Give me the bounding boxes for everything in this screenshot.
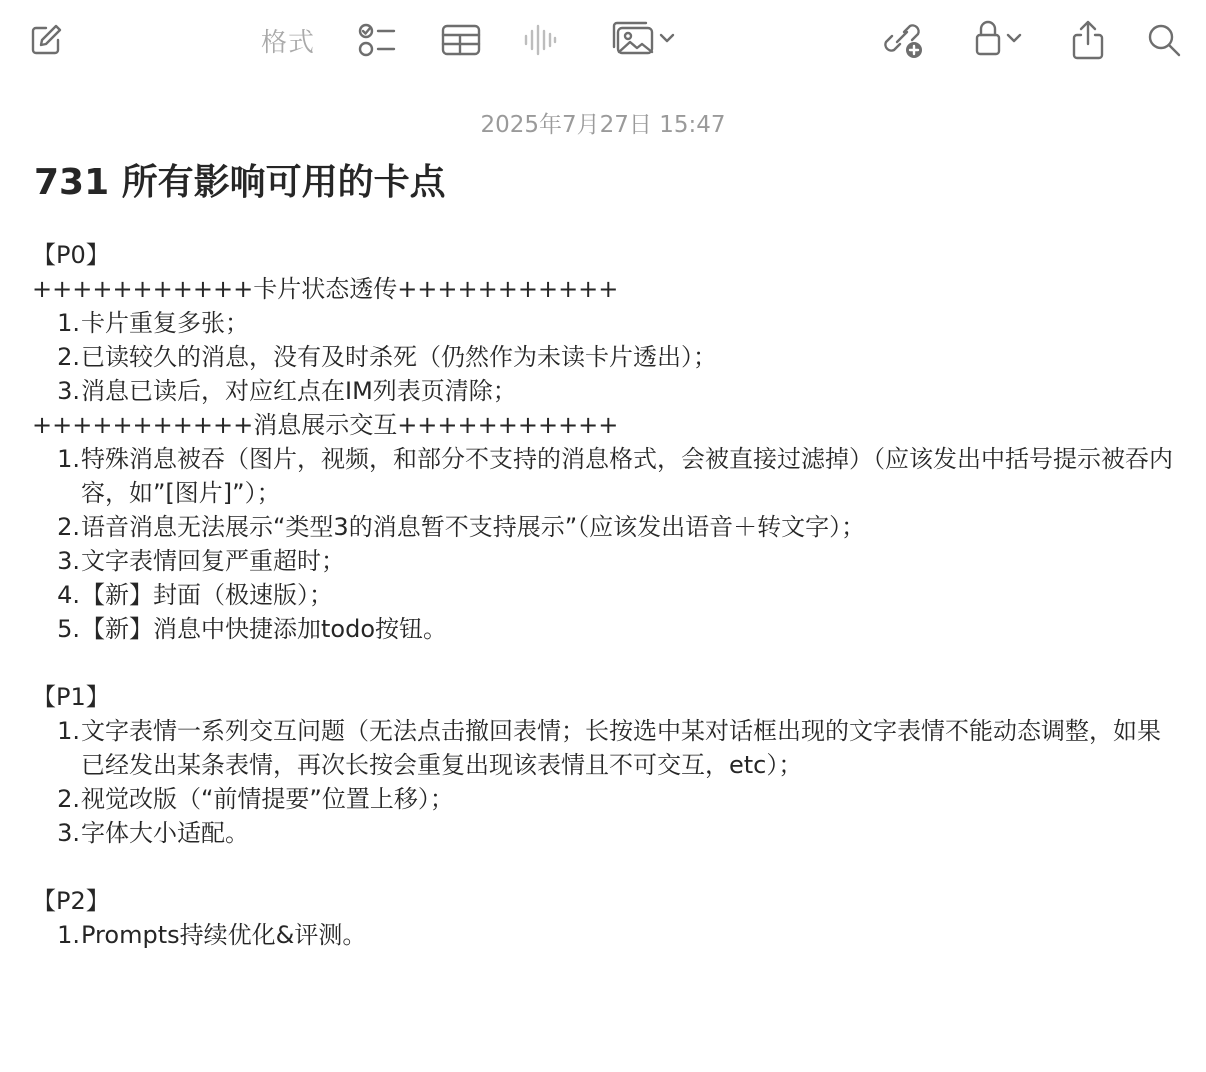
compose-icon[interactable] bbox=[24, 18, 68, 62]
chevron-down-icon bbox=[1003, 28, 1025, 52]
p0-header: 【P0】 bbox=[32, 241, 110, 269]
list-item bbox=[32, 442, 1182, 510]
note-date: 2025年7月27日 15:47 bbox=[480, 112, 726, 138]
list-item bbox=[32, 510, 1182, 544]
lock-icon bbox=[973, 18, 1003, 62]
list-text: 文字表情一系列交互问题（无法点击撤回表情；长按选中某对话框出现的文字表情不能动态调整，如果已经发出某条表情，再次长按会重复出现该表情且不可交互，etc）； bbox=[81, 717, 1161, 779]
list-text: 卡片重复多张； bbox=[81, 309, 249, 337]
checklist-icon[interactable] bbox=[354, 18, 400, 62]
list-number: 2. bbox=[57, 785, 80, 813]
list-number: 5. bbox=[57, 615, 80, 643]
section-divider: +++++++++++卡片状态透传+++++++++++ bbox=[32, 275, 619, 303]
section-divider: +++++++++++消息展示交互+++++++++++ bbox=[32, 411, 619, 439]
list-item bbox=[32, 306, 1182, 340]
list-number: 2. bbox=[57, 343, 80, 371]
list-item bbox=[32, 714, 1182, 782]
collaborate-icon[interactable] bbox=[880, 18, 928, 62]
list-text: 字体大小适配。 bbox=[81, 819, 249, 847]
list-number: 3. bbox=[57, 547, 80, 575]
list-number: 1. bbox=[57, 717, 80, 745]
lock-button[interactable] bbox=[964, 18, 1034, 62]
note-body[interactable] bbox=[32, 238, 1182, 952]
p1-header: 【P1】 bbox=[32, 683, 110, 711]
list-number: 3. bbox=[57, 377, 80, 405]
list-number: 1. bbox=[57, 445, 80, 473]
list-text: 消息已读后，对应红点在IM列表页清除； bbox=[81, 377, 517, 405]
list-text: 文字表情回复严重超时； bbox=[81, 547, 345, 575]
list-item bbox=[32, 918, 1182, 952]
list-number: 1. bbox=[57, 309, 80, 337]
list-item bbox=[32, 374, 1182, 408]
list-item bbox=[32, 612, 1182, 646]
blank-line bbox=[32, 646, 1182, 680]
search-icon[interactable] bbox=[1144, 18, 1184, 62]
format-button[interactable] bbox=[256, 18, 320, 62]
toolbar bbox=[0, 0, 1206, 80]
list-text: 视觉改版（“前情提要”位置上移）； bbox=[81, 785, 454, 813]
media-icon bbox=[610, 19, 656, 61]
p2-header: 【P2】 bbox=[32, 887, 110, 915]
list-text: 【新】封面（极速版）； bbox=[81, 581, 333, 609]
list-text: Prompts持续优化&评测。 bbox=[81, 921, 367, 949]
list-item bbox=[32, 340, 1182, 374]
list-text: 已读较久的消息，没有及时杀死（仍然作为未读卡片透出）； bbox=[81, 343, 717, 371]
note-title[interactable]: 731 所有影响可用的卡点 bbox=[34, 162, 446, 203]
list-number: 1. bbox=[57, 921, 80, 949]
media-button[interactable] bbox=[604, 18, 684, 62]
list-number: 2. bbox=[57, 513, 80, 541]
list-item bbox=[32, 544, 1182, 578]
blank-line bbox=[32, 850, 1182, 884]
list-number: 4. bbox=[57, 581, 80, 609]
list-text: 特殊消息被吞（图片，视频，和部分不支持的消息格式，会被直接过滤掉）（应该发出中括号提示被吞内容，如”[图片]”）； bbox=[81, 445, 1173, 507]
list-number: 3. bbox=[57, 819, 80, 847]
audio-icon[interactable] bbox=[520, 18, 560, 62]
list-item bbox=[32, 816, 1182, 850]
list-text: 【新】消息中快捷添加todo按钮。 bbox=[81, 615, 448, 643]
chevron-down-icon bbox=[656, 28, 678, 52]
share-icon[interactable] bbox=[1068, 18, 1108, 62]
list-item bbox=[32, 782, 1182, 816]
table-icon[interactable] bbox=[438, 18, 484, 62]
format-label: 格式 bbox=[260, 27, 315, 58]
list-item bbox=[32, 578, 1182, 612]
list-text: 语音消息无法展示“类型3的消息暂不支持展示”（应该发出语音＋转文字）； bbox=[81, 513, 866, 541]
